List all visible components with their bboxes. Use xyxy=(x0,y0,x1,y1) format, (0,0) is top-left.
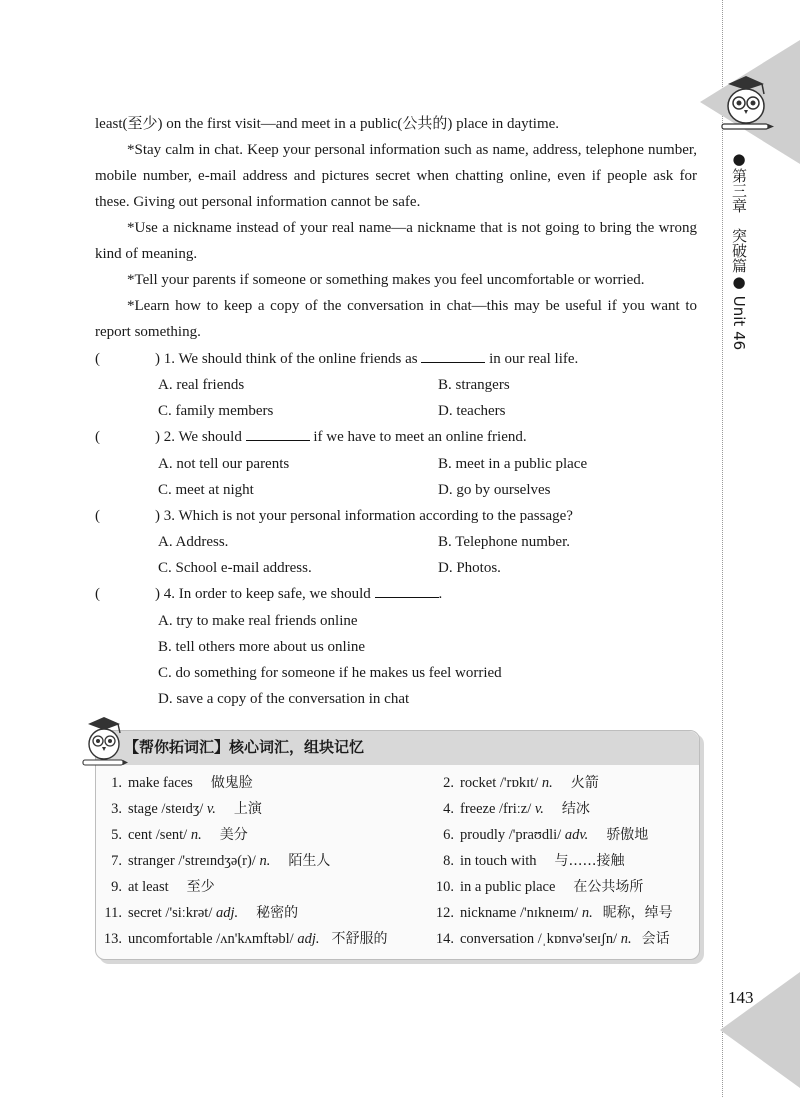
question-text: ) 2. We should xyxy=(155,429,242,445)
vocab-item-11: 11. secret /'siːkrət/ adj. 秘密的 xyxy=(104,905,299,921)
passage-paragraph-2: *Stay calm in chat. Keep your personal information such as name, address, telephone number, mobile number, e-mail address and pictures secret when chatting online, even if people ask for these. Giving out personal information cannot be safe. xyxy=(95,142,697,210)
owl-mascot-icon xyxy=(80,712,128,770)
passage-paragraph-4: *Tell your parents if someone or something makes you feel uncomfortable or worried. xyxy=(127,272,645,288)
option-4d[interactable]: D. save a copy of the conversation in chat xyxy=(158,691,410,707)
answer-paren[interactable]: ( xyxy=(95,508,100,524)
margin-dotted-line xyxy=(722,0,723,1097)
question-text-end: if we have to meet an online friend. xyxy=(313,429,527,445)
option-2a[interactable]: A. not tell our parents xyxy=(158,456,290,472)
vocab-item-13: 13. uncomfortable /ʌn'kʌmftəbl/ adj. 不舒服的 xyxy=(103,931,388,947)
answer-blank[interactable] xyxy=(246,426,310,441)
vocab-item-12: 12. nickname /'nɪkneɪm/ n. 昵称，绰号 xyxy=(435,905,673,921)
vocab-box xyxy=(95,730,700,960)
question-text: ) 4. In order to keep safe, we should xyxy=(155,586,371,602)
option-4a[interactable]: A. try to make real friends online xyxy=(158,613,358,629)
vocab-item-5: 5. cent /sent/ n. 美分 xyxy=(111,827,248,843)
option-2d[interactable]: D. go by ourselves xyxy=(438,482,551,498)
vocab-item-14: 14. conversation /ˌkɒnvə'seɪʃn/ n. 会话 xyxy=(435,931,670,947)
passage-paragraph-3: *Use a nickname instead of your real name—a nickname that is not going to bring the wrong kind of meaning. xyxy=(95,220,697,262)
option-4c[interactable]: C. do something for someone if he makes us feel worried xyxy=(158,665,502,681)
option-2c[interactable]: C. meet at night xyxy=(158,482,254,498)
option-1b[interactable]: B. strangers xyxy=(438,377,510,393)
vocab-item-7: 7. stranger /'streɪndʒə(r)/ n. 陌生人 xyxy=(111,853,331,869)
chapter-side-label: ●第三章 突破篇● Unit 46 xyxy=(730,150,748,351)
option-3a[interactable]: A. Address. xyxy=(158,534,229,550)
option-3d[interactable]: D. Photos. xyxy=(438,560,501,576)
owl-mascot-icon xyxy=(718,70,774,134)
answer-paren[interactable]: ( xyxy=(95,586,100,602)
vocab-item-3: 3. stage /steɪdʒ/ v. 上演 xyxy=(111,801,262,817)
vocab-item-10: 10. in a public place 在公共场所 xyxy=(435,879,644,895)
page-number: 143 xyxy=(728,988,754,1007)
vocab-item-1: 1. make faces 做鬼脸 xyxy=(111,775,253,791)
question-1 xyxy=(95,348,578,370)
option-3c[interactable]: C. School e-mail address. xyxy=(158,560,312,576)
passage-paragraph-5: *Learn how to keep a copy of the conversation in chat—this may be useful if you want to report something. xyxy=(95,298,697,340)
option-1d[interactable]: D. teachers xyxy=(438,403,506,419)
answer-blank[interactable] xyxy=(375,583,439,598)
option-1a[interactable]: A. real friends xyxy=(158,377,245,393)
vocab-item-6: 6. proudly /'praʊdli/ adv. 骄傲地 xyxy=(443,827,649,843)
question-text-end: . xyxy=(438,586,443,602)
question-2 xyxy=(95,426,527,448)
question-3 xyxy=(95,505,573,527)
question-text-end: in our real life. xyxy=(489,351,579,367)
vocab-title: 【帮你拓词汇】核心词汇，组块记忆 xyxy=(124,738,365,756)
vocab-item-9: 9. at least 至少 xyxy=(111,879,215,895)
answer-blank[interactable] xyxy=(421,348,485,363)
answer-paren[interactable]: ( xyxy=(95,351,100,367)
option-3b[interactable]: B. Telephone number. xyxy=(438,534,570,550)
answer-paren[interactable]: ( xyxy=(95,429,100,445)
option-2b[interactable]: B. meet in a public place xyxy=(438,456,588,472)
question-text: ) 3. Which is not your personal information according to the passage? xyxy=(155,508,573,524)
question-text: ) 1. We should think of the online friends as xyxy=(155,351,418,367)
vocab-item-2: 2. rocket /'rɒkɪt/ n. 火箭 xyxy=(443,775,599,791)
question-4 xyxy=(95,583,442,605)
option-4b[interactable]: B. tell others more about us online xyxy=(158,639,366,655)
passage-paragraph-1: least(至少) on the first visit—and meet in a public(公共的) place in daytime. xyxy=(95,116,560,132)
vocab-item-4: 4. freeze /friːz/ v. 结冰 xyxy=(443,801,590,817)
option-1c[interactable]: C. family members xyxy=(158,403,274,419)
vocab-item-8: 8. in touch with 与……接触 xyxy=(443,853,625,869)
